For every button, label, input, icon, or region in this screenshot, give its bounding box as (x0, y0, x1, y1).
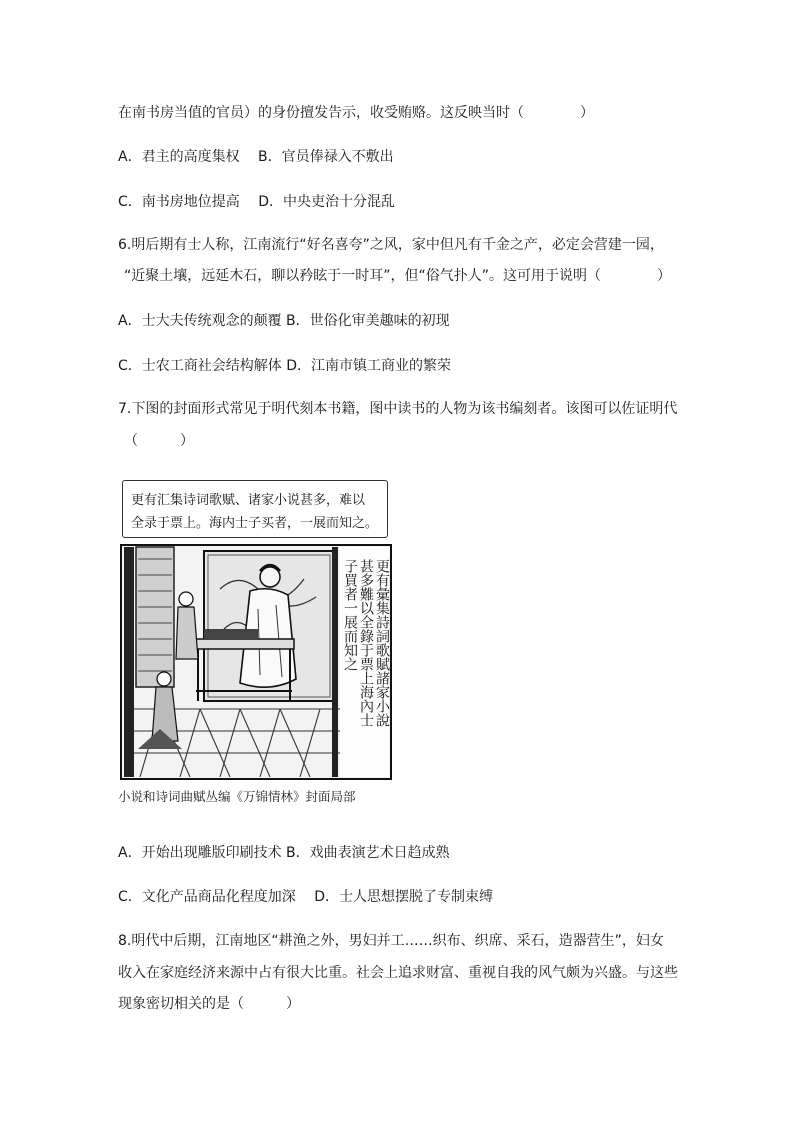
q8-stem-line3: 现象密切相关的是（ ） (118, 996, 300, 1012)
q7-options-ab: A．开始出现雕版印刷技术 B．戏曲表演艺术日趋成熟 (118, 845, 450, 861)
q6-stem-line2: “近聚土壤，远延木石，聊以矜眩于一时耳”，但“俗气扑人”。这可用于说明（ ） (124, 268, 672, 284)
q6-options-ab: A．士大夫传统观念的颠覆 B．世俗化审美趣味的初现 (118, 313, 450, 329)
callout-line1: 更有汇集诗词歌赋、诸家小说甚多，难以 (131, 493, 366, 508)
q5-stem-end: 在南书房当值的官员）的身份擅发告示，收受贿赂。这反映当时（ ） (118, 105, 594, 121)
q7-options-cd: C．文化产品商品化程度加深 D．士人思想摆脱了专制束缚 (118, 889, 494, 905)
q8-stem-line1: 8.明代中后期，江南地区“耕渔之外，男妇并工……织布、织席、采石，造器营生”，妇女 (118, 933, 664, 949)
q7-stem-line2: （ ） (124, 433, 194, 449)
woodcut-text-col1: 更有彙集詩詞歌賦諸家小說 (374, 559, 390, 727)
woodcut-text-col3: 子買者一展而知之 (342, 559, 358, 671)
q8-stem-line2: 收入在家庭经济来源中占有很大比重。社会上追求财富、重视自我的风气颇为兴盛。与这些 (118, 965, 678, 981)
q5-options-ab: A．君主的高度集权 B．官员俸禄入不敷出 (118, 149, 394, 165)
q7-stem-line1: 7.下图的封面形式常见于明代刻本书籍，图中读书的人物为该书编刻者。该图可以佐证明代 (118, 401, 678, 417)
figure-caption: 小说和诗词曲赋丛编《万锦情林》封面局部 (118, 789, 356, 804)
translation-callout (122, 480, 388, 538)
q6-stem-line1: 6.明后期有士人称，江南流行“好名喜夸”之风，家中但凡有千金之产，必定会营建一园， (118, 237, 664, 253)
woodcut-text-col2: 甚多難以全錄于票上海內士 (358, 559, 374, 727)
q6-options-cd: C．士农工商社会结构解体 D．江南市镇工商业的繁荣 (118, 358, 452, 374)
callout-line2: 全录于票上。海内士子买者，一展而知之。 (131, 516, 379, 531)
q5-options-cd: C．南书房地位提高 D．中央吏治十分混乱 (118, 194, 396, 210)
